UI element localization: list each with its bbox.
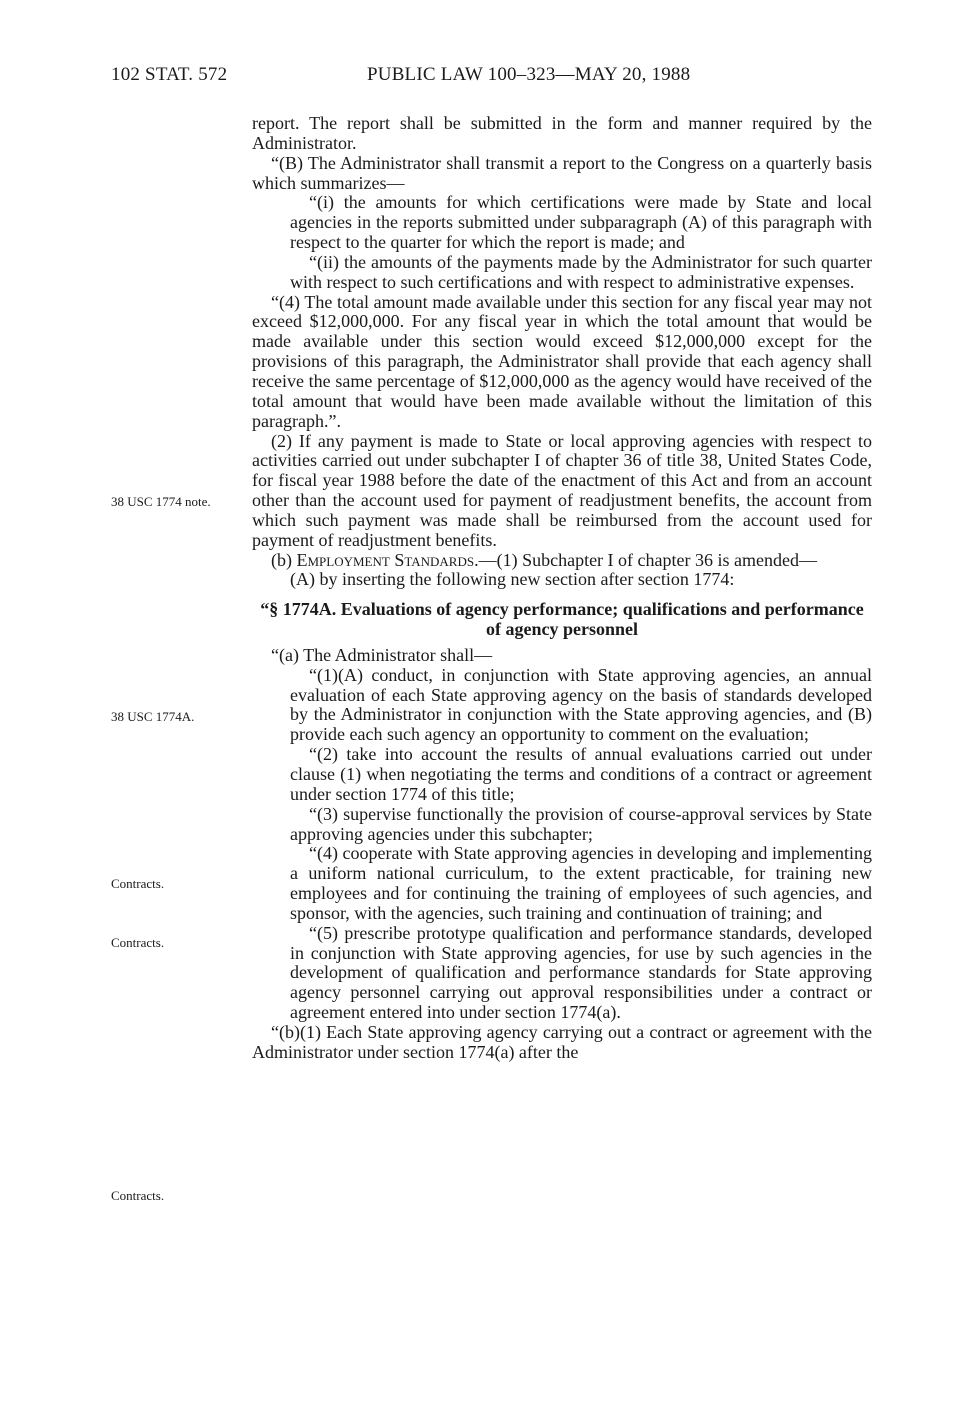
clause-i-certifications: “(i) the amounts for which certifications were made by State and local agencies in the reports submitted under subparagraph (A) of this paragraph with respect to the quarter for which the report is made; and [290, 192, 872, 253]
paragraph-b1-state-agency: “(b)(1) Each State approving agency carrying out a contract or agreement with the Administrator under section 1774(a) after the [252, 1021, 872, 1062]
margin-note-contracts-2: Contracts. [111, 935, 165, 950]
clause-3-supervision: “(3) supervise functionally the provision of course-approval services by State approving agencies under this subchapter; [290, 803, 872, 844]
clause-4-curriculum: “(4) cooperate with State approving agencies in developing and implementing a uniform national curriculum, to the extent practicable, for training new employees and for continuing the training of employees of such agencies, and sponsor, with the agencies, such training and continuation of training; and [290, 843, 872, 923]
clause-a-inserting: (A) by inserting the following new section after section 1774: [290, 569, 735, 590]
body-text [252, 114, 872, 1063]
paragraph-a-administrator-shall: “(a) The Administrator shall— [271, 644, 493, 665]
clause-2-negotiation: “(2) take into account the results of annual evaluations carried out under clause (1) when negotiating the terms and conditions of a contract or agreement under section 1774 of this title; [290, 744, 872, 804]
subsection-text: .—(1) Subchapter I of chapter 36 is amended— [474, 549, 817, 570]
clause-5-standards: “(5) prescribe prototype qualification and performance standards, developed in conjunction with State approving agencies, for use by such agencies in the development of qualification and performance standards for State approving agency personnel carrying out approval responsibilities under a contract or agreement entered into under section 1774(a). [290, 922, 872, 1023]
paragraph-report-continued: report. The report shall be submitted in the form and manner required by the Administrator. [252, 113, 872, 153]
margin-note-usc-1774-note: 38 USC 1774 note. [111, 494, 211, 509]
page-running-head: PUBLIC LAW 100–323—MAY 20, 1988 [367, 64, 691, 85]
subsection-heading: Employment Standards [296, 549, 475, 570]
subsection-prefix: (b) [271, 549, 297, 570]
clause-ii-payments: “(ii) the amounts of the payments made by the Administrator for such quarter with respect to such certifications and with respect to administrative expenses. [290, 251, 872, 292]
section-heading-1774a: “§ 1774A. Evaluations of agency performance; qualifications and performance of agency personnel [260, 599, 864, 640]
paragraph-4-funding-limit: “(4) The total amount made available under this section for any fiscal year may not exceed $12,000,000. For any fiscal year in which the total amount that would be made available under this section would exceed $12,000,000 except for the provisions of this paragraph, the Administrator shall provide that each agency shall receive the same percentage of $12,000,000 as the agency would have received of the total amount that would have been made available without the limitation of this paragraph.”. [252, 291, 872, 431]
margin-note-contracts-1: Contracts. [111, 876, 165, 891]
margin-note-contracts-3: Contracts. [111, 1188, 165, 1203]
paragraph-2-reimbursement: (2) If any payment is made to State or local approving agencies with respect to activities carried out under subchapter I of chapter 36 of title 38, United States Code, for fiscal year 1988 before the date of the enactment of this Act and from an account other than the account used for payment of readjustment benefits, the account from which such payment was made shall be reimbursed from the account used for payment of readjustment benefits. [252, 430, 872, 550]
page-citation: 102 STAT. 572 [111, 64, 228, 85]
paragraph-b-quarterly-report: “(B) The Administrator shall transmit a report to the Congress on a quarterly basis which summarizes— [252, 152, 872, 193]
clause-1-annual-evaluation: “(1)(A) conduct, in conjunction with State approving agencies, an annual evaluation of each State approving agency on the basis of standards developed by the Administrator in conjunction with the State approving agencies, and (B) provide each such agency an opportunity to comment on the evaluation; [290, 664, 872, 745]
paragraph-b-employment-standards [252, 551, 872, 571]
margin-note-usc-1774a: 38 USC 1774A. [111, 709, 195, 724]
